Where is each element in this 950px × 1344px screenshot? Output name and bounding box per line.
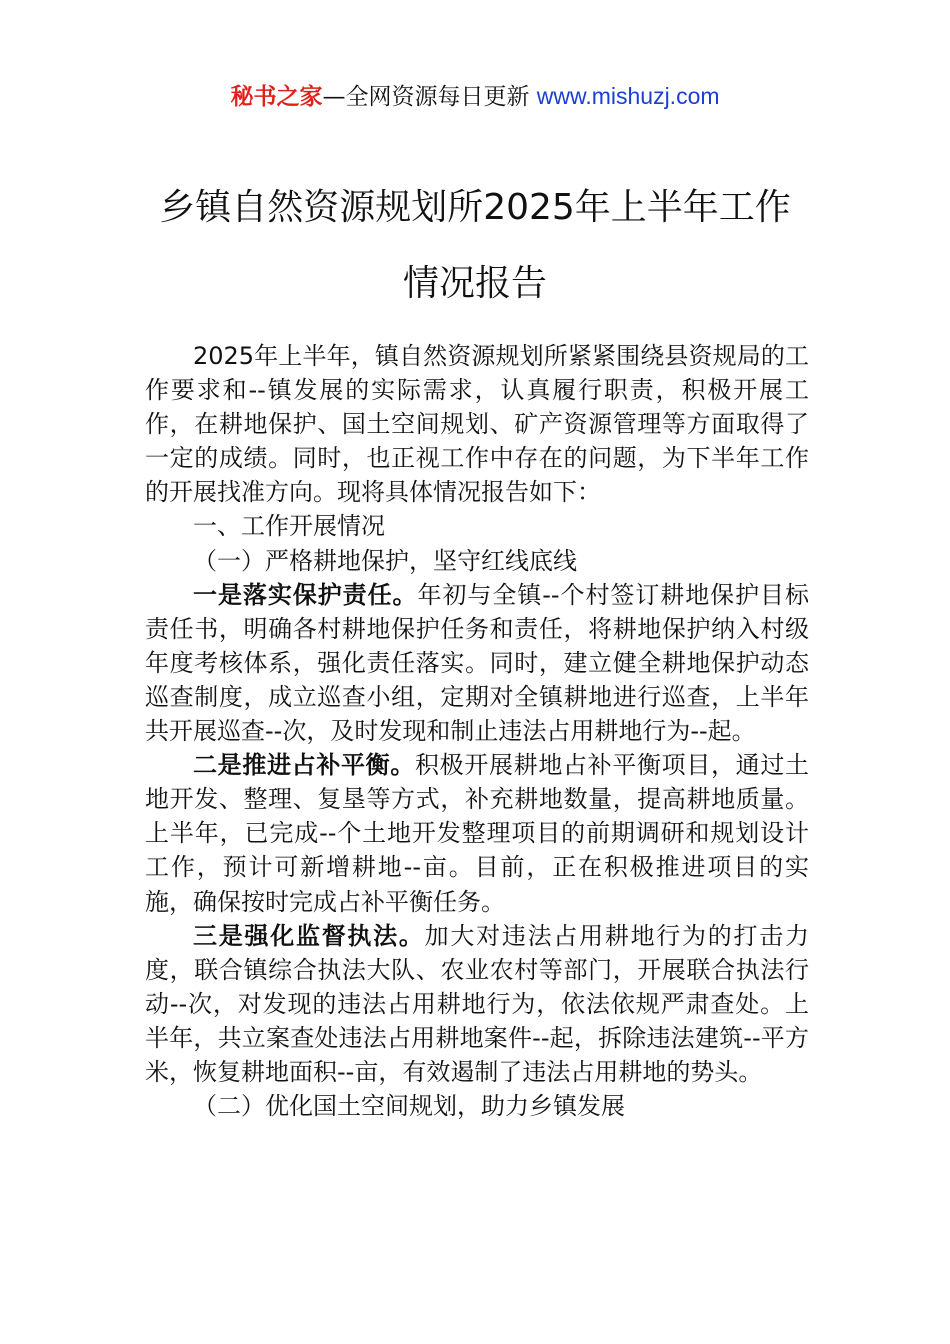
subsection-heading: （一）严格耕地保护，坚守红线底线 bbox=[193, 546, 577, 575]
site-url-link[interactable]: www.mishuzj.com bbox=[536, 83, 720, 109]
body-paragraph bbox=[145, 578, 809, 748]
header-tagline: —全网资源每日更新 bbox=[322, 84, 537, 110]
section-heading: 一、工作开展情况 bbox=[193, 512, 385, 541]
document-title bbox=[0, 170, 950, 322]
paragraph-lead: 三是强化监督执法。 bbox=[193, 921, 425, 950]
body-paragraph bbox=[145, 748, 809, 918]
subsection-heading: （二）优化国土空间规划，助力乡镇发展 bbox=[193, 1092, 625, 1121]
paragraph-text: 积极开展耕地占补平衡项目，通过土地开发、整理、复垦等方式，补充耕地数量，提高耕地质量。上半年，已完成--个土地开发整理项目的前期调研和规划设计工作，预计可新增耕地--亩。目前，正在积极推进项目的实施，确保按时完成占补平衡任务。 bbox=[145, 751, 809, 916]
paragraph-text: 年初与全镇--个村签订耕地保护目标责任书，明确各村耕地保护任务和责任，将耕地保护纳入村级年度考核体系，强化责任落实。同时，建立健全耕地保护动态巡查制度，成立巡查小组，定期对全镇耕地进行巡查，上半年共开展巡查--次，及时发现和制止违法占用耕地行为--起。 bbox=[145, 580, 810, 746]
paragraph-text: 加大对违法占用耕地行为的打击力度，联合镇综合执法大队、农业农村等部门，开展联合执法行动--次，对发现的违法占用耕地行为，依法依规严肃查处。上半年，共立案查处违法占用耕地案件--起，拆除违法建筑--平方米，恢复耕地面积--亩，有效遏制了违法占用耕地的势头。 bbox=[145, 921, 810, 1086]
document-body bbox=[145, 339, 809, 1123]
title-line-1: 乡镇自然资源规划所2025年上半年工作 bbox=[159, 187, 791, 228]
brand-name: 秘书之家 bbox=[230, 84, 323, 110]
paragraph-lead: 二是推进占补平衡。 bbox=[193, 751, 415, 780]
site-header bbox=[0, 80, 950, 113]
body-paragraph bbox=[145, 919, 809, 1089]
intro-paragraph: 2025年上半年，镇自然资源规划所紧紧围绕县资规局的工作要求和--镇发展的实际需求，认真履行职责，积极开展工作，在耕地保护、国土空间规划、矿产资源管理等方面取得了一定的成绩。同时，也正视工作中存在的问题，为下半年工作的开展找准方向。现将具体情况报告如下： bbox=[145, 342, 809, 507]
title-line-2: 情况报告 bbox=[402, 263, 547, 304]
paragraph-lead: 一是落实保护责任。 bbox=[193, 580, 418, 609]
